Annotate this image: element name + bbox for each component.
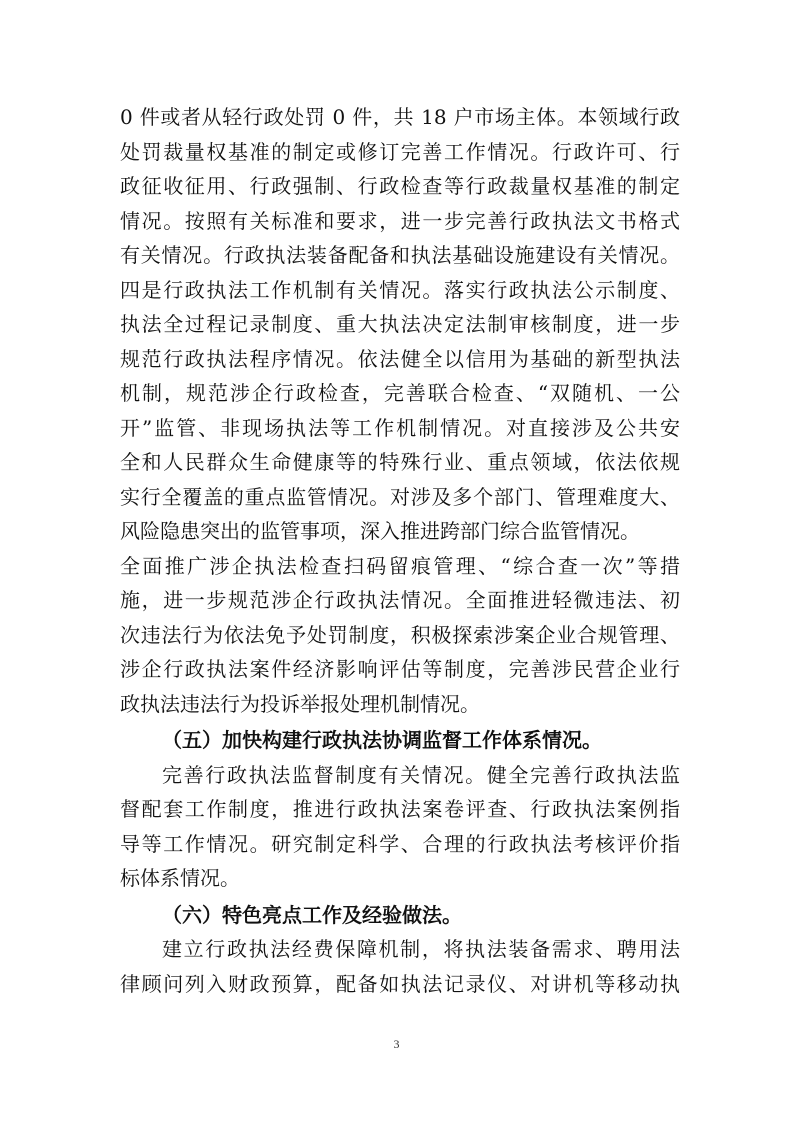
section-heading-6: （六）特色亮点工作及经验做法。	[162, 902, 462, 927]
paragraph-line: 全面推广涉企执法检查扫码留痕管理、“综合查一次”等措	[120, 553, 680, 578]
section-6-line: 律顾问列入财政预算，配备如执法记录仪、对讲机等移动执	[120, 971, 680, 996]
section-heading-5: （五）加快构建行政执法协调监督工作体系情况。	[162, 728, 602, 752]
paragraph-line: 0 件或者从轻行政处罚 0 件，共 18 户市场主体。本领域行政	[120, 105, 680, 129]
paragraph-line: 施，进一步规范涉企行政执法情况。全面推进轻微违法、初	[120, 588, 680, 612]
paragraph-line: 实行全覆盖的重点监管情况。对涉及多个部门、管理难度大、	[120, 484, 680, 509]
paragraph-line: 政征收征用、行政强制、行政检查等行政裁量权基准的制定	[120, 174, 680, 198]
section-5-line: 完善行政执法监督制度有关情况。健全完善行政执法监	[162, 762, 680, 787]
section-5-line: 导等工作情况。研究制定科学、合理的行政执法考核评价指	[120, 831, 680, 856]
body-text	[120, 100, 680, 1001]
paragraph-line: 执法全过程记录制度、重大执法决定法制审核制度，进一步	[120, 312, 680, 336]
paragraph-line: 机制，规范涉企行政检查，完善联合检查、“双随机、一公	[120, 381, 680, 405]
paragraph-line: 次违法行为依法免予处罚制度，积极探索涉案企业合规管理、	[120, 622, 680, 647]
section-6-line: 建立行政执法经费保障机制，将执法装备需求、聘用法	[162, 937, 680, 961]
paragraph-line: 规范行政执法程序情况。依法健全以信用为基础的新型执法	[120, 346, 680, 371]
paragraph-line: 有关情况。行政执法装备配备和执法基础设施建设有关情况。	[120, 243, 680, 267]
section-5-line: 标体系情况。	[120, 866, 240, 890]
paragraph-line: 四是行政执法工作机制有关情况。落实行政执法公示制度、	[120, 277, 680, 302]
paragraph-line: 情况。按照有关标准和要求，进一步完善行政执法文书格式	[120, 208, 680, 233]
page-number: 3	[393, 1037, 400, 1051]
paragraph-line: 风险隐患突出的监管事项，深入推进跨部门综合监管情况。	[120, 519, 640, 543]
section-5-line: 督配套工作制度，推进行政执法案卷评查、行政执法案例指	[120, 797, 680, 821]
paragraph-line: 全和人民群众生命健康等的特殊行业、重点领域，依法依规	[120, 450, 680, 474]
paragraph-line: 开”监管、非现场执法等工作机制情况。对直接涉及公共安	[120, 415, 680, 440]
paragraph-line: 政执法违法行为投诉举报处理机制情况。	[120, 691, 480, 716]
paragraph-line: 涉企行政执法案件经济影响评估等制度，完善涉民营企业行	[120, 657, 680, 681]
paragraph-line: 处罚裁量权基准的制定或修订完善工作情况。行政许可、行	[120, 139, 680, 164]
